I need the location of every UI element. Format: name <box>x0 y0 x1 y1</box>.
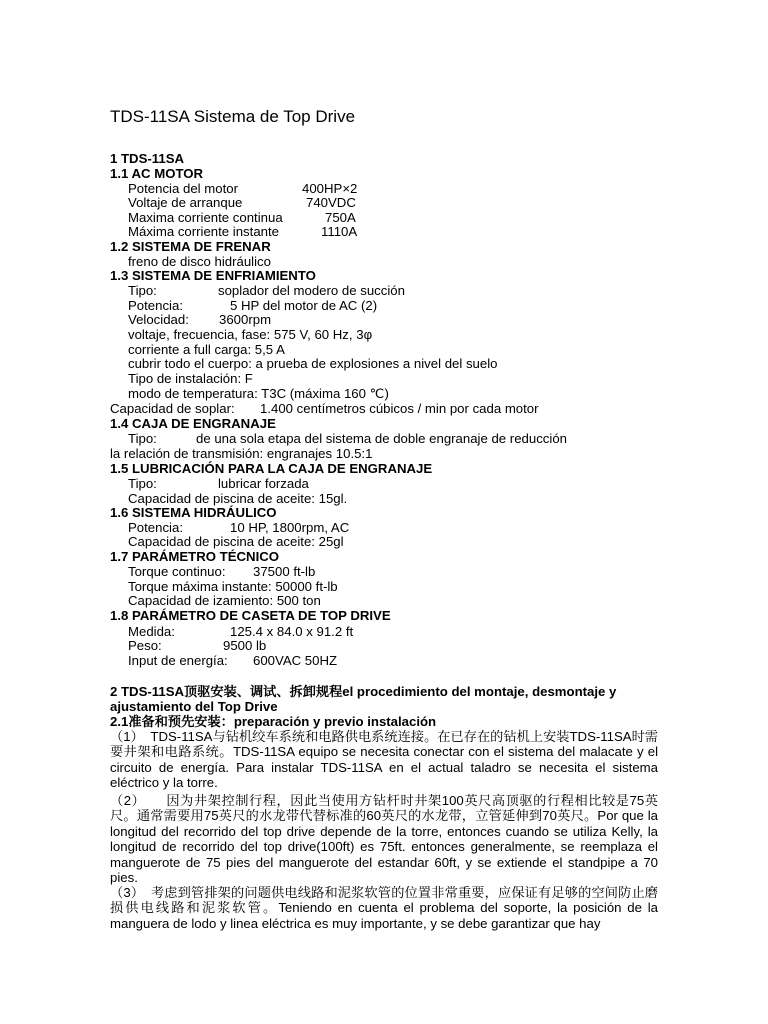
paragraph-1: （1） TDS-11SA与钻机绞车系统和电路供电系统连接。在已存在的钻机上安装TDS-11SA时需要井架和电路系统。TDS-11SA equipo se necesita conectar con el sistema del malacate y el circuito de energía. Para instalar TDS-11SA en el actual taladro se necesita el sistema eléctrico y la torre. <box>110 729 658 791</box>
document-title: TDS-11SA Sistema de Top Drive <box>110 107 356 126</box>
paragraph-2: （2） 因为井架控制行程，因此当使用方钻杆时井架100英尺高顶驱的行程相比较是75英尺。通常需要用75英尺的水龙带代替标准的60英尺的水龙带，立管延伸到70英尺。Por que la longitud del recorrido del top drive depende de la torre, entonces cuando se utiliza Kelly, la longitud de recorrido del top drive(100ft) es 75ft. entonces generalmente, se reemplaza el manguerote de 75 pies del manguerote del estandar 60ft, y se extiende el standpipe a 70 pies. <box>110 793 658 886</box>
document-page: TDS-11SA Sistema de Top Drive 1 TDS-11SA 1.1 AC MOTOR Potencia del motor 400HP×2 Voltaje de arranque 740VDC Maxima corriente continua 750A Máxima corriente instante 1110A 1.2 SISTEMA DE FRENAR freno de disco hidráulico 1.3 SISTEMA DE ENFRIAMIENTO Tipo: soplador del modero de succión Potencia: 5 HP del motor de AC (2) Velocidad: 3600rpm voltaje, frecuencia, fase: 575 V, 60 Hz, 3φ corriente a full carga: 5,5 A cubrir todo el cuerpo: a prueba de explosiones a nivel del suelo Tipo de instalación: F modo de temperatura: T3C (máxima 160 ℃) Capacidad de soplar: 1.400 centímetros cúbicos / min por cada motor 1.4 CAJA DE ENGRANAJE Tipo: de una sola etapa del sistema de doble engranaje de reducción la relación de transmisión: engranajes 10.5:1 1.5 LUBRICACIÓN PARA LA CAJA DE ENGRANAJE Tipo: lubricar forzada Capacidad de piscina de aceite: 15gl. 1.6 SISTEMA HIDRÁULICO Potencia: 10 HP, 1800rpm, AC Capacidad de piscina de aceite: 25gl 1.7 PARÁMETRO TÉCNICO Torque continuo: 37500 ft-lb Torque máxima instante: 50000 ft-lb Capacidad de izamiento: 500 ton 1.8 PARÁMETRO DE CASETA DE TOP DRIVE Medida: 125.4 x 84.0 x 91.2 ft Peso: 9500 lb Input de energía: 600VAC 50HZ 2 TDS-11SA顶驱安装、调试、拆卸规程el procedimiento del montaje, desmontaje y ajustamiento del Top Drive 2.1准备和预先安装：preparación y previo instalación （1） TDS-11SA与钻机绞车系统和电路供电系统连接。在已存在的钻机上安装TDS-11SA时需要井架和电路系统。TDS-11SA equipo se necesita conectar con el sistema del malacate y el circuito de energía. Para instalar TDS-11SA en el actual taladro se necesita el sistema eléctrico y la torre. （2） 因为井架控制行程，因此当使用方钻杆时井架100英尺高顶驱的行程相比较是75英尺。通常需要用75英尺的水龙带代替标准的60英尺的水龙带，立管延伸到70英尺。Por que la longitud del recorrido del top drive depende de la torre, entonces cuando se utiliza Kelly, la longitud de recorrido del top drive(100ft) es 75ft. entonces generalmente, se reemplaza el manguerote de 75 pies del manguerote del estandar 60ft, y se extiende el standpipe a 70 pies. （3） 考虑到管排架的问题供电线路和泥浆软管的位置非常重要，应保证有足够的空间防止磨损供电线路和泥浆软管。Teniendo en cuenta el problema del soporte, la posición de la manguera de lodo y linea eléctrica es muy importante, y se debe garantizar que hay <box>110 107 658 931</box>
paragraph-3: （3） 考虑到管排架的问题供电线路和泥浆软管的位置非常重要，应保证有足够的空间防止磨损供电线路和泥浆软管。Teniendo en cuenta el problema del soporte, la posición de la manguera de lodo y linea eléctrica es muy importante, y se debe garantizar que hay <box>110 885 658 931</box>
